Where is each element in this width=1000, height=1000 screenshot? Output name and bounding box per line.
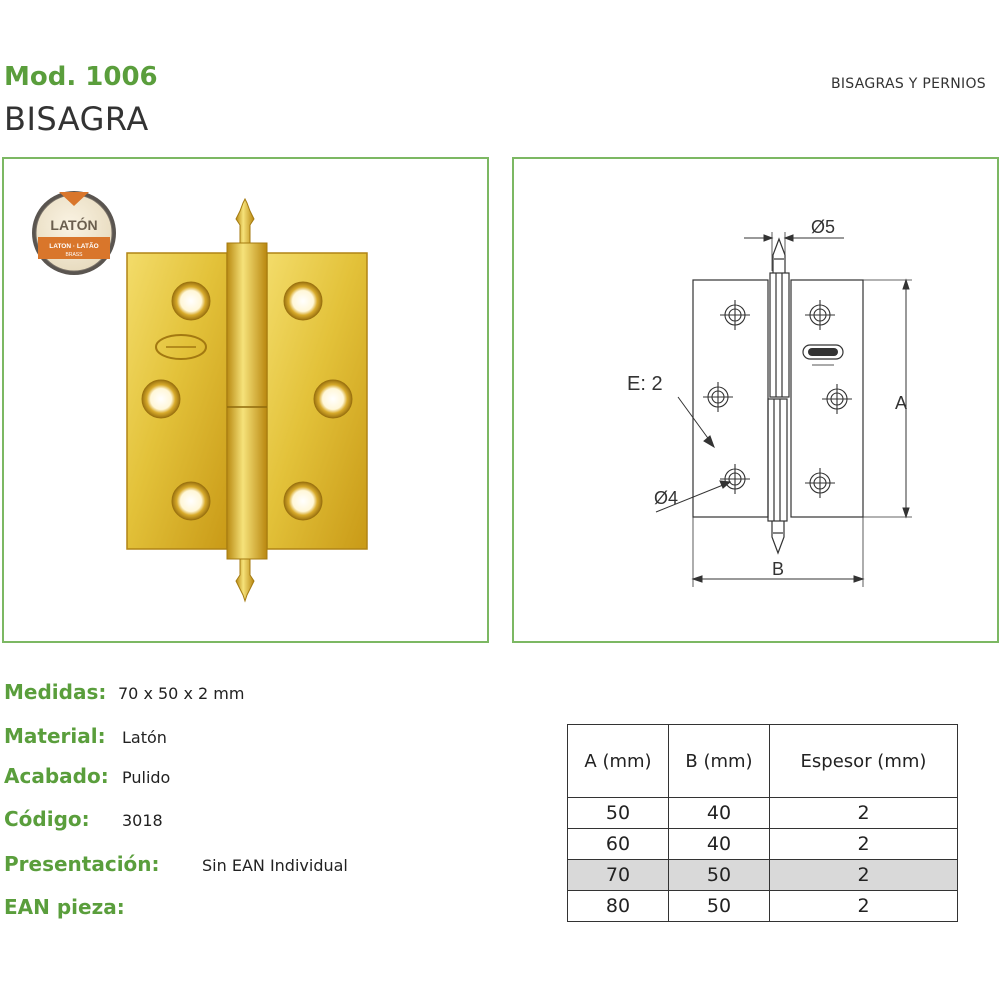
table-cell: 70 [568, 860, 669, 891]
model-number: Mod. 1006 [4, 62, 158, 92]
column-header-b: B (mm) [668, 725, 769, 798]
table-cell: 2 [769, 860, 957, 891]
table-cell: 60 [568, 829, 669, 860]
spec-label: Acabado: [4, 764, 109, 788]
badge-subtitle-2: BRASS [65, 252, 83, 258]
spec-label: Código: [4, 807, 90, 831]
spec-label: EAN pieza: [4, 895, 125, 919]
spec-label: Medidas: [4, 680, 107, 704]
table-cell: 50 [668, 891, 769, 922]
table-cell: 50 [568, 798, 669, 829]
pin-diameter-label: Ø5 [811, 217, 836, 237]
dimensions-table [567, 724, 958, 922]
table-cell: 2 [769, 891, 957, 922]
page-title: BISAGRA [4, 100, 149, 138]
spec-label: Material: [4, 724, 106, 748]
spec-value: 3018 [122, 811, 163, 830]
table-cell: 40 [668, 829, 769, 860]
table-row [568, 829, 958, 860]
spec-value: Sin EAN Individual [202, 856, 348, 875]
badge-subtitle: LATON · LATÃO [49, 243, 99, 250]
thickness-label: E: 2 [627, 373, 663, 395]
badge-title: LATÓN [50, 217, 98, 233]
technical-drawing-panel [512, 157, 999, 643]
dimension-a-label: A [895, 393, 908, 413]
table-cell: 2 [769, 829, 957, 860]
table-header-row [568, 725, 958, 798]
table-cell: 80 [568, 891, 669, 922]
product-photo-panel [2, 157, 489, 643]
table-cell: 50 [668, 860, 769, 891]
dimension-b-label: B [772, 559, 785, 579]
column-header-a: A (mm) [568, 725, 669, 798]
hinge-photo [4, 159, 487, 641]
table-row [568, 798, 958, 829]
table-cell: 40 [668, 798, 769, 829]
spec-value: Latón [122, 728, 167, 747]
column-header-thickness: Espesor (mm) [769, 725, 957, 798]
spec-value: 70 x 50 x 2 mm [118, 684, 245, 703]
table-row-highlighted [568, 860, 958, 891]
hole-diameter-label: Ø4 [654, 488, 679, 508]
table-cell: 2 [769, 798, 957, 829]
technical-drawing [514, 159, 997, 641]
table-row [568, 891, 958, 922]
spec-label: Presentación: [4, 852, 160, 876]
material-badge [32, 191, 116, 275]
category-label: BISAGRAS Y PERNIOS [830, 76, 986, 92]
spec-value: Pulido [122, 768, 171, 787]
